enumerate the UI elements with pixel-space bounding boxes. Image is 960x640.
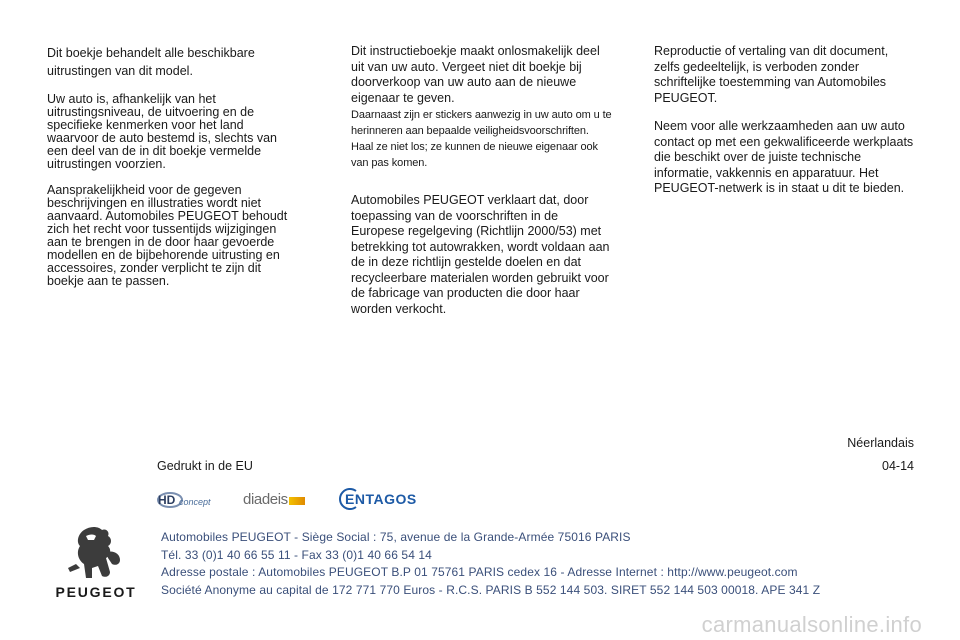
- peugeot-brand-block: [46, 524, 146, 599]
- svg-text:HD: HD: [158, 493, 176, 507]
- manual-part-of-car-text: Dit instructieboekje maakt onlosmakelijk deel uit van uw auto. Vergeet niet dit boekje bij doorverkoop van uw auto aan de nieuwe eigenaar te geven.: [351, 44, 600, 105]
- column-1: [47, 44, 297, 301]
- peugeot-lion-icon: [46, 524, 146, 582]
- column-2: [351, 44, 613, 330]
- entagos-logo: [337, 484, 422, 514]
- stickers-note: Daarnaast zijn er stickers aanwezig in uw auto om u te herinneren aan bepaalde veiligheidsvoorschriften. Haal ze niet los; ze kunnen de nieuwe eigenaar ook van pas komen.: [351, 109, 612, 169]
- company-address-block: [161, 529, 820, 599]
- hd-concept-logo: [155, 484, 229, 514]
- printed-in-eu: Gedrukt in de EU: [157, 459, 253, 473]
- paragraph-qualified-workshop: Neem voor alle werkzaamheden aan uw auto contact op met een gekwalificeerde werkplaats die beschikt over de juiste technische informatie, vakkennis en apparatuur. Het PEUGEOT-netwerk is in staat u dit te bieden.: [654, 119, 914, 195]
- address-line-phone-fax: Tél. 33 (0)1 40 66 55 11 - Fax 33 (0)1 40 66 54 14: [161, 547, 432, 562]
- entagos-text: ENTAGOS: [345, 491, 417, 507]
- language-label: Néerlandais: [847, 436, 914, 450]
- paragraph-equipment-level: Uw auto is, afhankelijk van het uitrustingsniveau, de uitvoering en de specifieke kenmerken voor het land waarvoor de auto bestemd is, slechts van een deel van de in dit boekje vermelde uitrustingen voorzien.: [47, 92, 277, 171]
- paragraph-manual-part-of-car: [351, 44, 613, 171]
- diadeis-mark-icon: [289, 497, 305, 505]
- paragraph-recycling-directive: Automobiles PEUGEOT verklaart dat, door toepassing van de voorschriften in de Europese regelgeving (Richtlijn 2000/53) met betrekking tot autowrakken, wordt voldaan aan de in deze richtlijn gestelde doelen en dat recycleerbare materialen worden gebruikt voor de fabricage van producten die door haar worden verkocht.: [351, 193, 610, 316]
- watermark: carmanualsonline.info: [701, 612, 922, 637]
- partner-logos: [155, 484, 425, 514]
- address-line-head-office: Automobiles PEUGEOT - Siège Social : 75, avenue de la Grande-Armée 75016 PARIS: [161, 530, 631, 544]
- address-line-registration: Société Anonyme au capital de 172 771 770 Euros - R.C.S. PARIS B 552 144 503. SIRET 552 144 503 00018. APE 341 Z: [161, 582, 821, 597]
- peugeot-wordmark: PEUGEOT: [55, 584, 137, 600]
- document-number: 04-14: [882, 459, 914, 473]
- column-3: [654, 44, 916, 210]
- paragraph-liability: Aansprakelijkheid voor de gegeven beschrijvingen en illustraties wordt niet aanvaard. Automobiles PEUGEOT behoudt zich het recht voor tussentijds wijzigingen aan te brengen in de door haar gevoerde modellen en de bijbehorende uitrusting en accessoires, zonder verplicht te zijn dit boekje aan te passen.: [47, 183, 288, 288]
- address-line-postal-web: Adresse postale : Automobiles PEUGEOT B.P 01 75761 PARIS cedex 16 - Adresse Internet : http://www.peugeot.com: [161, 565, 798, 579]
- paragraph-reproduction: Reproductie of vertaling van dit document, zelfs gedeeltelijk, is verboden zonder schriftelijke toestemming van Automobiles PEUGEOT.: [654, 44, 889, 105]
- diadeis-text: diadeis: [243, 490, 288, 508]
- diadeis-logo: [243, 484, 313, 514]
- paragraph-equipment-scope: Dit boekje behandelt alle beschikbare uitrustingen van dit model.: [47, 46, 255, 78]
- hd-concept-text: concept: [179, 497, 211, 507]
